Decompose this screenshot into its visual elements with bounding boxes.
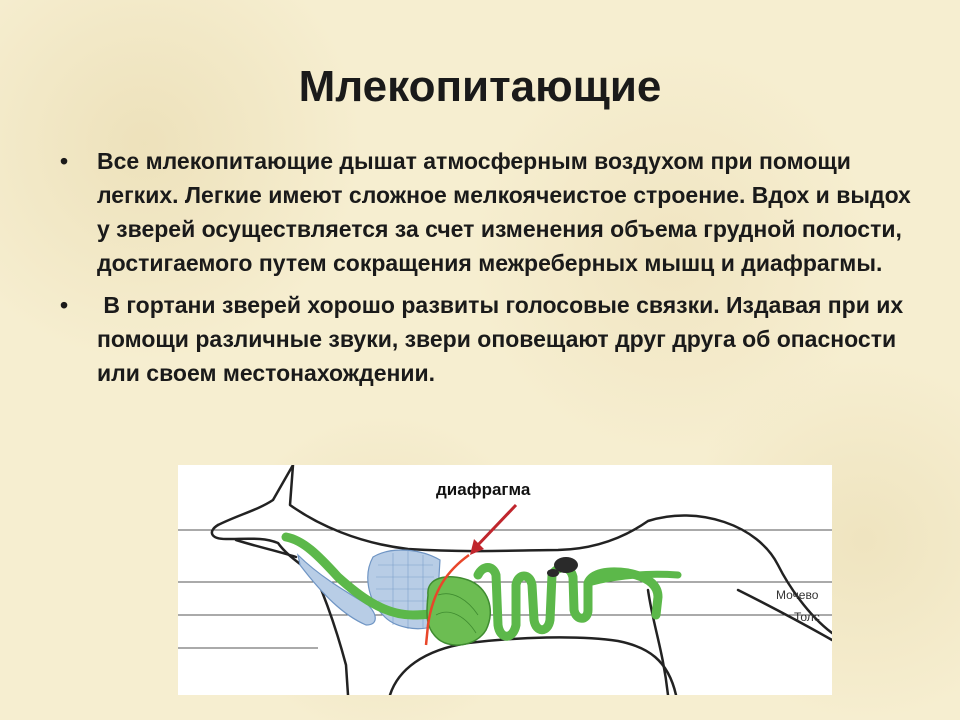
animal-outline-snout bbox=[212, 525, 316, 577]
label-right-top: Мочево bbox=[776, 588, 819, 602]
slide-title: Млекопитающие bbox=[298, 62, 662, 111]
bullet-item bbox=[60, 288, 920, 390]
label-right-bottom: Толс bbox=[794, 610, 820, 624]
stomach bbox=[427, 577, 490, 645]
bullet-text: В гортани зверей хорошо развиты голосовые связки. Издавая при их помощи различные звуки, звери оповещают друг друга об опасности или своем местонахождении. bbox=[97, 292, 910, 386]
animal-outline-jaw bbox=[236, 540, 296, 557]
animal-outline-belly bbox=[390, 637, 676, 695]
anatomy-diagram bbox=[178, 465, 832, 695]
spleen bbox=[547, 569, 559, 577]
bullet-marker: • bbox=[60, 292, 69, 318]
anatomy-figure bbox=[178, 465, 832, 695]
bullet-item bbox=[60, 144, 920, 280]
bullet-marker: • bbox=[60, 148, 69, 174]
diaphragm-arrow bbox=[476, 505, 516, 547]
diaphragm-label: диафрагма bbox=[436, 480, 531, 499]
bullet-list bbox=[60, 144, 920, 398]
bullet-text: Все млекопитающие дышат атмосферным воздухом при помощи легких. Легкие имеют сложное мелкоячеистое строение. Вдох и выдох у зверей осуществляется за счет изменения объема грудной полости, достигаемого путем сокращения межреберных мышц и диафрагмы. bbox=[97, 148, 911, 276]
